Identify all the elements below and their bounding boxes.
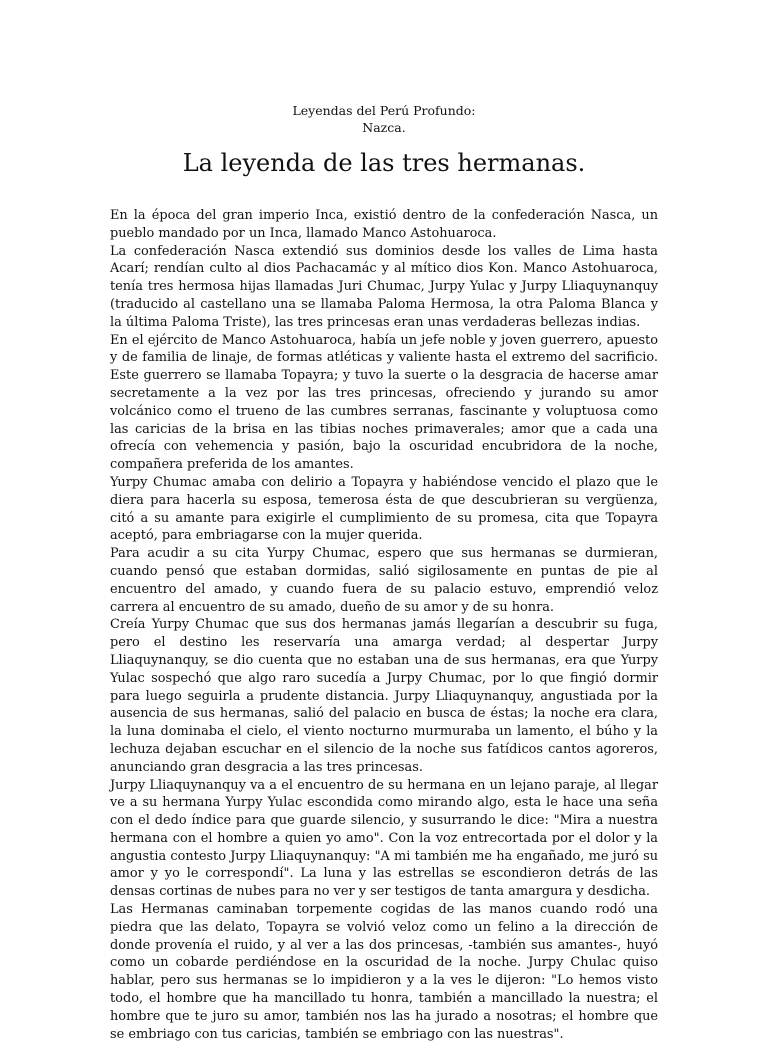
body-text — [110, 207, 658, 1043]
header-region-line: Nazca. — [362, 120, 406, 135]
paragraph: Las Hermanas caminaban torpemente cogidas de las manos cuando rodó una piedra que las delato, Topayra se volvió veloz como un felino a la dirección de donde provenía el ruido, y al ver a las dos princesas, -también sus amantes-, huyó como un cobarde perdiéndose en la oscuridad de la noche. Jurpy Chulac quiso hablar, pero sus hermanas se lo impidieron y a la ves le dijeron: "Lo hemos visto todo, el hombre que ha mancillado tu honra, también a mancillado la nuestra; el hombre que te juro su amor, también nos las ha jurado a nosotras; el hombre que se embriago con tus caricias, también se embriago con las nuestras". — [110, 902, 658, 1042]
document-header — [0, 102, 768, 136]
paragraph: Para acudir a su cita Yurpy Chumac, espero que sus hermanas se durmieran, cuando pensó que estaban dormidas, salió sigilosamente en puntas de pie al encuentro del amado, y cuando fuera de su palacio estuvo, emprendió veloz carrera al encuentro de su amado, dueño de su amor y de su honra. — [110, 546, 658, 615]
paragraph: Yurpy Chumac amaba con delirio a Topayra y habiéndose vencido el plazo que le diera para hacerla su esposa, temerosa ésta de que descubrieran su vergüenza, citó a su amante para exigirle el cumplimiento de su promesa, cita que Topayra aceptó, para embriagarse con la mujer querida. — [110, 474, 658, 544]
page-title: La leyenda de las tres hermanas. — [182, 149, 586, 177]
paragraph: Jurpy Lliaquynanquy va a el encuentro de su hermana en un lejano paraje, al llegar ve a su hermana Yurpy Yulac escondida como mirando algo, esta le hace una seña con el dedo índice para que guarde silencio, y susurrando le dice: "Mira a nuestra hermana con el hombre a quien yo amo". Con la voz entrecortada por el dolor y la angustia contesto Jurpy Lliaquynanquy: "A mi también me ha engañado, me juró su amor y yo le correspondí". La luna y las estrellas se escondieron detrás de las densas cortinas de nubes para no ver y ser testigos de tanta amargura y desdicha. — [110, 777, 658, 900]
header-series-line: Leyendas del Perú Profundo: — [292, 103, 476, 118]
paragraph: En la época del gran imperio Inca, existió dentro de la confederación Nasca, un pueblo mandado por un Inca, llamado Manco Astohuaroca. — [110, 208, 658, 241]
paragraph: Creía Yurpy Chumac que sus dos hermanas jamás llegarían a descubrir su fuga, pero el destino les reservaría una amarga verdad; al despertar Jurpy Lliaquynanquy, se dio cuenta que no estaban una de sus hermanas, era que Yurpy Yulac sospechó que algo raro sucedía a Jurpy Chumac, por lo que fingió dormir para luego seguirla a prudente distancia. Jurpy Lliaquynanquy, angustiada por la ausencia de sus hermanas, salió del palacio en busca de éstas; la noche era clara, la luna dominaba el cielo, el viento nocturno murmuraba un lamento, el búho y la lechuza dejaban escuchar en el silencio de la noche sus fatídicos cantos agoreros, anunciando gran desgracia a las tres princesas. — [110, 617, 658, 775]
paragraph: En el ejército de Manco Astohuaroca, había un jefe noble y joven guerrero, apuesto y de familia de linaje, de formas atléticas y valiente hasta el extremo del sacrificio. Este guerrero se llamaba Topayra; y tuvo la suerte o la desgracia de hacerse amar secretamente a la vez por las tres princesas, ofreciendo y jurando su amor volcánico como el trueno de las cumbres serranas, fascinante y voluptuosa como las caricias de la brisa en las tibias noches primaverales; amor que a cada una ofrecía con vehemencia y pasión, bajo la oscuridad encubridora de la noche, compañera preferida de los amantes. — [110, 332, 658, 473]
paragraph: La confederación Nasca extendió sus dominios desde los valles de Lima hasta Acarí; rendían culto al dios Pachacamác y al mítico dios Kon. Manco Astohuaroca, tenía tres hermosa hijas llamadas Juri Chumac, Jurpy Yulac y Jurpy Lliaquynanquy (traducido al castellano una se llamaba Paloma Hermosa, la otra Paloma Blanca y la última Paloma Triste), las tres princesas eran unas verdaderas bellezas indias. — [110, 243, 658, 330]
